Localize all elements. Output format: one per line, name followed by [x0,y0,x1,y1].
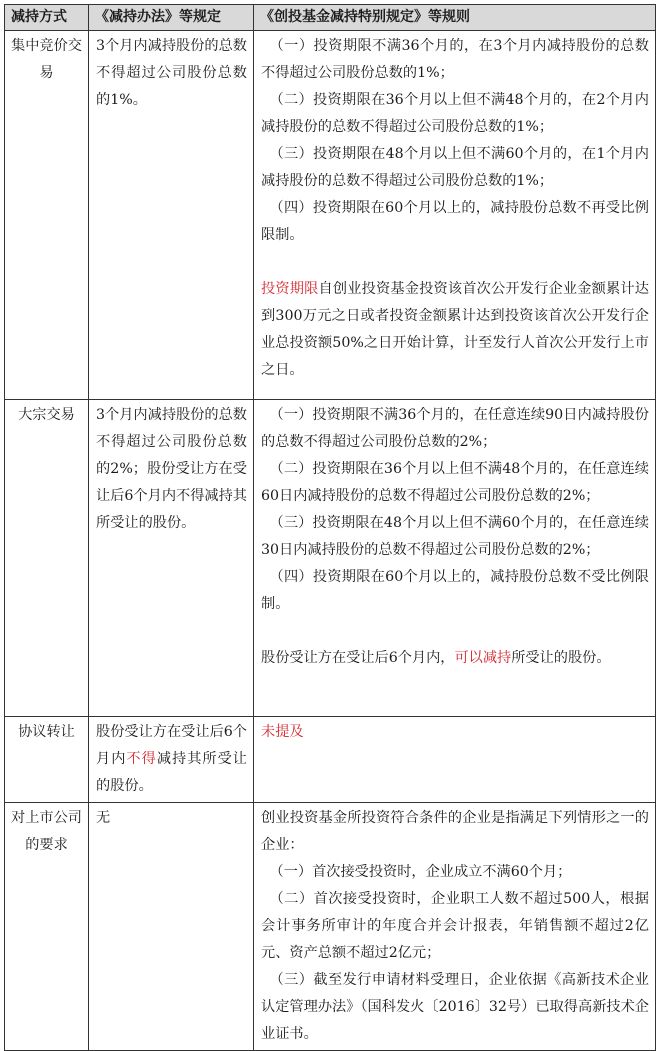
note-text: 自创业投资基金投资该首次公开发行企业金额累计达到300万元之日或者投资金额累计达到投资该首次公开发行企业总投资额50%之日开始计算，计至发行人首次公开发行上市之日。 [261,281,649,378]
method-cell: 大宗交易 [5,400,89,717]
rule-item: （一）投资期限不满36个月的，在3个月内减持股份的总数不得超过公司股份总数的1%； [261,38,649,81]
header-general-rule: 《减持办法》等规定 [89,5,254,31]
rule-item: （四）投资期限在60个月以上的，减持股份总数不再受比例限制。 [261,200,649,243]
note-text: 股份受让方在受让后6个月内， [261,650,455,666]
reduction-rules-table [4,4,656,1051]
rule-intro: 创业投资基金所投资符合条件的企业是指满足下列情形之一的企业： [261,810,649,853]
spacer [261,249,649,276]
rule-item: （二）投资期限在36个月以上但不满48个月的，在2个月内减持股份的总数不得超过公司股份总数的1%； [261,92,649,135]
rule-text: 减持其所受让的股份。 [96,751,247,794]
rule-note [261,645,649,672]
header-special-rule: 《创投基金减持特别规定》等规则 [254,5,656,31]
highlight-text: 可以减持 [454,650,512,666]
general-rule-cell: 3个月内减持股份的总数不得超过公司股份总数的2%；股份受让方在受让后6个月内不得减持其所受让的股份。 [89,400,254,717]
special-rule-cell [254,717,656,803]
general-rule-cell: 无 [89,803,254,1051]
spacer [261,618,649,645]
rule-item: （四）投资期限在60个月以上的，减持股份总数不受比例限制。 [261,569,649,612]
rule-item: （三）投资期限在48个月以上但不满60个月的，在1个月内减持股份的总数不得超过公司股份总数的1%； [261,146,649,189]
rule-item: （二）投资期限在36个月以上但不满48个月的，在任意连续60日内减持股份的总数不得超过公司股份总数的2%； [261,461,649,504]
method-cell: 对上市公司的要求 [5,803,89,1051]
header-method: 减持方式 [5,5,89,31]
highlight-text: 投资期限 [261,281,319,297]
note-text: 所受让的股份。 [511,650,611,666]
rule-item: （二）首次接受投资时，企业职工人数不超过500人，根据会计事务所审计的年度合并会计报表，年销售额不超过2亿元、资产总额不超过2亿元； [261,891,649,961]
table-row [5,803,656,1051]
table-header-row [5,5,656,31]
general-rule-cell [89,717,254,803]
special-rule-cell [254,31,656,400]
rule-item: （一）首次接受投资时，企业成立不满60个月； [269,864,572,880]
rule-item: （三）投资期限在48个月以上但不满60个月的，在任意连续30日内减持股份的总数不得超过公司股份总数的2%； [261,515,649,558]
table-row [5,717,656,803]
method-cell: 集中竞价交易 [5,31,89,400]
method-cell: 协议转让 [5,717,89,803]
general-rule-cell: 3个月内减持股份的总数不得超过公司股份总数的1%。 [89,31,254,400]
rule-item: （三）截至发行申请材料受理日，企业依据《高新技术企业认定管理办法》（国科发火〔2016〕32号）已取得高新技术企业证书。 [261,972,649,1042]
rule-item: （一）投资期限不满36个月的，在任意连续90日内减持股份的总数不得超过公司股份总数的2%； [261,407,649,450]
highlight-text: 不得 [126,751,157,767]
rule-note [261,276,649,384]
table-row [5,31,656,400]
highlight-text: 未提及 [261,724,304,740]
table-row [5,400,656,717]
rule-text: 股份受让方在受让后6个月内 [96,724,247,767]
special-rule-cell [254,400,656,717]
special-rule-cell [254,803,656,1051]
